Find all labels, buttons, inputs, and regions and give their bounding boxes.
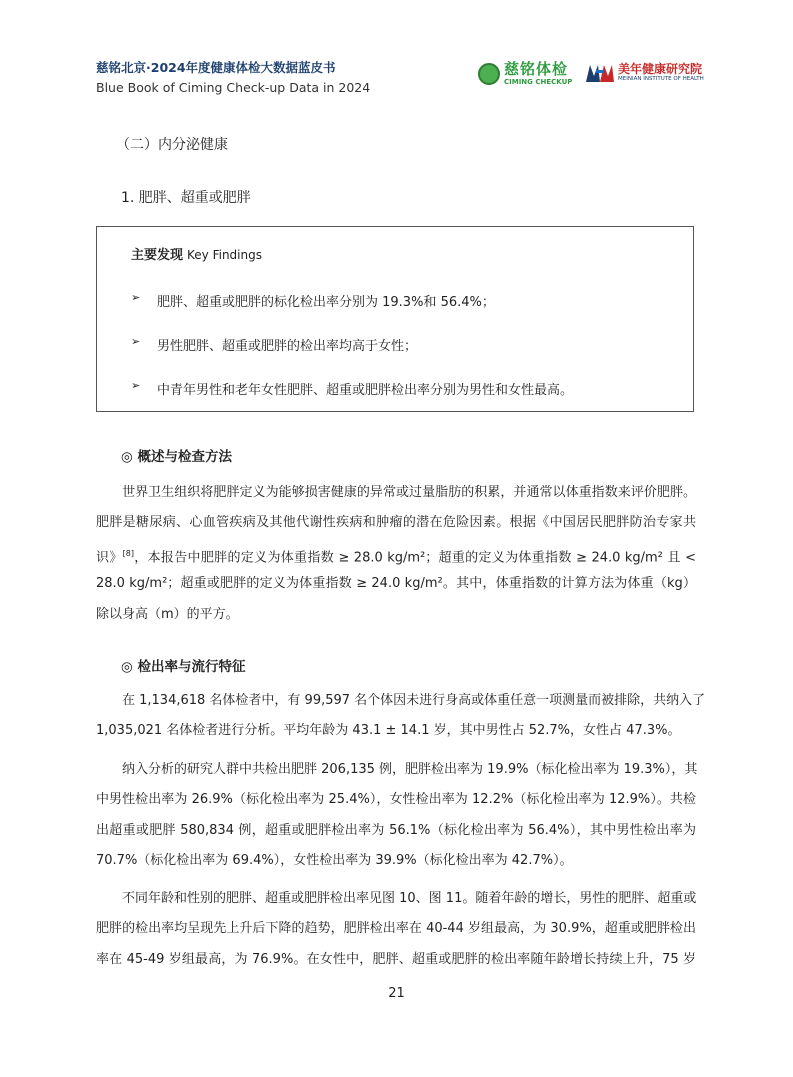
key-finding-item [131,379,573,398]
overview-paragraph [96,478,696,630]
key-finding-item [131,335,417,354]
ciming-logo-en: CIMING CHECKUP [504,78,573,86]
paragraph-line: 世界卫生组织将肥胖定义为能够损害健康的异常或过量脂肪的积累，并通常以体重指数来评价肥胖。 [96,485,696,500]
paragraph-line: 在 1,134,618 名体检者中，有 99,597 名个体因未进行身高或体重任意一项测量而被排除，共纳入了 [96,693,706,708]
arrow-bullet-icon: ➢ [131,291,141,304]
ciming-logo-cn: 慈铭体检 [504,60,569,78]
arrow-bullet-icon: ➢ [131,335,141,348]
paragraph-line: 纳入分析的研究人群中共检出肥胖 206,135 例，肥胖检出率为 19.9%（标化检出率为 19.3%），其 [96,762,698,777]
key-finding-text: 男性肥胖、超重或肥胖的检出率均高于女性； [157,339,418,354]
key-findings-title-cn: 主要发现 [131,248,184,263]
paragraph-line: 识》[8]，本报告中肥胖的定义为体重指数 ≥ 28.0 kg/m²；超重的定义为体重指数 ≥ 24.0 kg/m² 且 < [96,548,696,566]
meinian-logo-en: MEINIAN INSTITUTE OF HEALTH [618,76,704,83]
paragraph-line: 肥胖的检出率均呈现先上升后下降的趋势，肥胖检出率在 40-44 岁组最高，为 30.9%，超重或肥胖检出 [96,921,696,937]
ciming-logo [478,62,572,86]
key-finding-item [131,291,495,310]
meinian-logo-icon [586,62,614,84]
ciming-logo-icon [478,63,500,85]
paragraph-line: 除以身高（m）的平方。 [96,606,239,622]
key-findings-title [131,244,262,263]
page-number: 21 [388,986,405,1001]
key-finding-text: 肥胖、超重或肥胖的标化检出率分别为 19.3%和 56.4%； [157,295,495,310]
paragraph-line: 不同年龄和性别的肥胖、超重或肥胖检出率见图 10、图 11。随着年龄的增长，男性的肥胖、超重或 [96,891,697,906]
prevalence-heading: ◎ 检出率与流行特征 [121,659,246,675]
paragraph-line: 肥胖是糖尿病、心血管疾病及其他代谢性疾病和肿瘤的潜在危险因素。根据《中国居民肥胖防治专家共 [96,515,696,531]
subsection-heading: 1. 肥胖、超重或肥胖 [121,190,251,206]
overview-heading: ◎ 概述与检查方法 [121,449,232,465]
prevalence-paragraph-1 [96,686,706,747]
paragraph-line: 率在 45-49 岁组最高，为 76.9%。在女性中，肥胖、超重或肥胖的检出率随年龄增长持续上升，75 岁 [96,951,696,967]
paragraph-line: 1,035,021 名体检者进行分析。平均年龄为 43.1 ± 14.1 岁，其中男性占 52.7%，女性占 47.3%。 [96,723,681,739]
arrow-bullet-icon: ➢ [131,379,141,392]
paragraph-line: 出超重或肥胖 580,834 例，超重或肥胖检出率为 56.1%（标化检出率为 56.4%），其中男性检出率为 [96,822,696,838]
section-heading: （二）内分泌健康 [116,137,228,153]
header-title: 慈铭北京·2024年度健康体检大数据蓝皮书 [96,60,336,75]
header-subtitle: Blue Book of Ciming Check-up Data in 2024 [96,80,371,95]
key-findings-title-en: Key Findings [187,248,262,262]
meinian-logo [586,62,704,84]
paragraph-line: 28.0 kg/m²；超重或肥胖的定义为体重指数 ≥ 24.0 kg/m²。其中，体重指数的计算方法为体重（kg） [96,576,696,592]
paragraph-line: 70.7%（标化检出率为 69.4%），女性检出率为 39.9%（标化检出率为 42.7%）。 [96,853,573,869]
prevalence-paragraph-3 [96,884,696,975]
paragraph-line: 中男性检出率为 26.9%（标化检出率为 25.4%），女性检出率为 12.2%（标化检出率为 12.9%）。共检 [96,792,696,808]
prevalence-paragraph-2 [96,755,696,877]
key-finding-text: 中青年男性和老年女性肥胖、超重或肥胖检出率分别为男性和女性最高。 [157,383,574,398]
key-findings-box [96,226,694,412]
meinian-logo-cn: 美年健康研究院 [618,62,703,77]
